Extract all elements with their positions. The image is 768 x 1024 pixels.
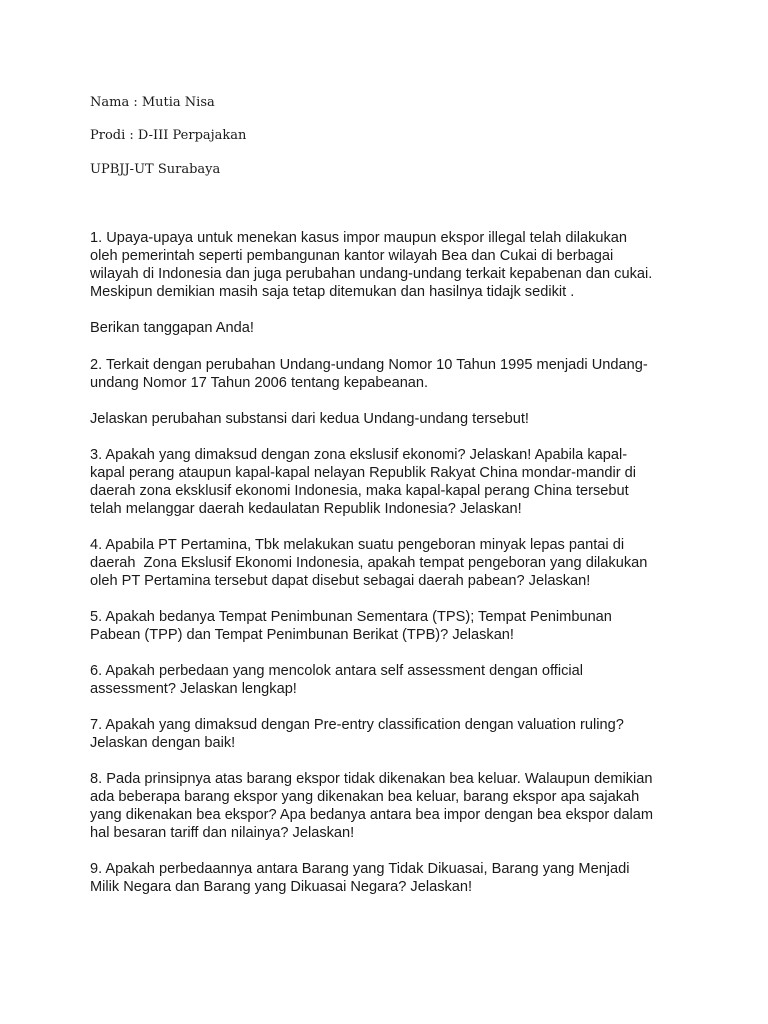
question-6	[90, 662, 690, 698]
question-line: daerah zona eksklusif ekonomi Indonesia, maka kapal-kapal perang China tersebut	[90, 483, 629, 499]
question-line: Meskipun demikian masih saja tetap ditemukan dan hasilnya tidajk sedikit .	[90, 284, 575, 300]
question-1-instruction	[90, 319, 690, 337]
question-line: undang Nomor 17 Tahun 2006 tentang kepabeanan.	[90, 375, 429, 391]
question-9	[90, 860, 690, 896]
question-line: 4. Apabila PT Pertamina, Tbk melakukan suatu pengeboran minyak lepas pantai di	[90, 537, 625, 553]
instruction-line: Jelaskan perubahan substansi dari kedua Undang-undang tersebut!	[90, 411, 529, 427]
question-line: 2. Terkait dengan perubahan Undang-undang Nomor 10 Tahun 1995 menjadi Undang-	[90, 357, 648, 373]
question-line: wilayah di Indonesia dan juga perubahan undang-undang terkait kepabenan dan cukai.	[90, 266, 653, 282]
question-line: oleh pemerintah seperti pembangunan kantor wilayah Bea dan Cukai di berbagai	[90, 248, 614, 264]
question-line: oleh PT Pertamina tersebut dapat disebut sebagai daerah pabean? Jelaskan!	[90, 573, 591, 589]
instruction-line: Berikan tanggapan Anda!	[90, 320, 254, 336]
question-line: Pabean (TPP) dan Tempat Penimbunan Berikat (TPB)? Jelaskan!	[90, 627, 514, 643]
question-8	[90, 770, 690, 842]
question-line: ada beberapa barang ekspor yang dikenakan bea keluar, barang ekspor apa sajakah	[90, 789, 640, 805]
question-line: kapal perang ataupun kapal-kapal nelayan Republik Rakyat China mondar-mandir di	[90, 465, 636, 481]
question-2-instruction	[90, 410, 690, 428]
question-2	[90, 356, 690, 392]
question-line: 7. Apakah yang dimaksud dengan Pre-entry classification dengan valuation ruling?	[90, 717, 624, 733]
question-line: 9. Apakah perbedaannya antara Barang yang Tidak Dikuasai, Barang yang Menjadi	[90, 861, 630, 877]
question-1	[90, 229, 690, 301]
question-line: assessment? Jelaskan lengkap!	[90, 681, 297, 697]
question-line: daerah Zona Ekslusif Ekonomi Indonesia, apakah tempat pengeboran yang dilakukan	[90, 555, 648, 571]
question-line: telah melanggar daerah kedaulatan Republik Indonesia? Jelaskan!	[90, 501, 522, 517]
question-3	[90, 446, 690, 518]
question-line: 6. Apakah perbedaan yang mencolok antara self assessment dengan official	[90, 663, 584, 679]
question-line: Jelaskan dengan baik!	[90, 735, 236, 751]
question-line: 3. Apakah yang dimaksud dengan zona ekslusif ekonomi? Jelaskan! Apabila kapal-	[90, 447, 628, 463]
question-line: 5. Apakah bedanya Tempat Penimbunan Sementara (TPS); Tempat Penimbunan	[90, 609, 612, 625]
question-line: 8. Pada prinsipnya atas barang ekspor tidak dikenakan bea keluar. Walaupun demikian	[90, 771, 653, 787]
question-line: Milik Negara dan Barang yang Dikuasai Negara? Jelaskan!	[90, 879, 473, 895]
question-line: 1. Upaya-upaya untuk menekan kasus impor maupun ekspor illegal telah dilakukan	[90, 230, 628, 246]
campus-name: UPBJJ-UT Surabaya	[90, 162, 221, 177]
question-line: yang dikenakan bea ekspor? Apa bedanya antara bea impor dengan bea ekspor dalam	[90, 807, 654, 823]
question-4	[90, 536, 690, 590]
question-line: hal besaran tariff dan nilainya? Jelaskan!	[90, 825, 355, 841]
student-name: Nama : Mutia Nisa	[90, 95, 215, 110]
question-7	[90, 716, 690, 752]
question-5	[90, 608, 690, 644]
study-program: Prodi : D-III Perpajakan	[90, 128, 247, 143]
